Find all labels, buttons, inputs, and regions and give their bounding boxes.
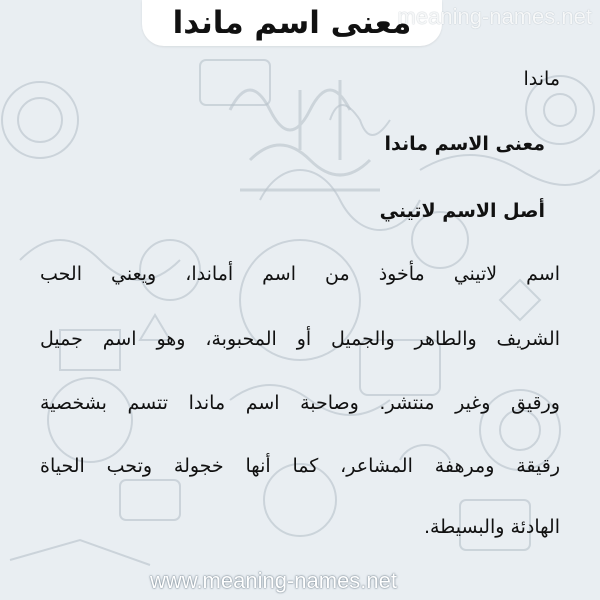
name-label: ماندا bbox=[523, 68, 560, 90]
site-watermark-bottom: www.meaning-names.net bbox=[150, 568, 398, 593]
page-title: معنى اسم ماندا bbox=[172, 5, 412, 41]
meaning-heading: معنى الاسم ماندا bbox=[384, 133, 545, 155]
paragraph-line: الشريف والطاهر والجميل أو المحبوبة، وهو اسم جميل bbox=[40, 328, 560, 350]
paragraph-line: رقيقة ومرهفة المشاعر، كما أنها خجولة وتحب الحياة bbox=[40, 455, 560, 477]
paragraph-line: ورقيق وغير منتشر. وصاحبة اسم ماندا تتسم بشخصية bbox=[40, 392, 560, 414]
paragraph-line: اسم لاتيني مأخوذ من اسم أماندا، ويعني الحب bbox=[40, 263, 560, 285]
paragraph-line: الهادئة والبسيطة. bbox=[423, 516, 560, 538]
origin-heading: أصل الاسم لاتيني bbox=[379, 200, 545, 222]
site-watermark-top: meaning-names.net bbox=[397, 4, 592, 29]
